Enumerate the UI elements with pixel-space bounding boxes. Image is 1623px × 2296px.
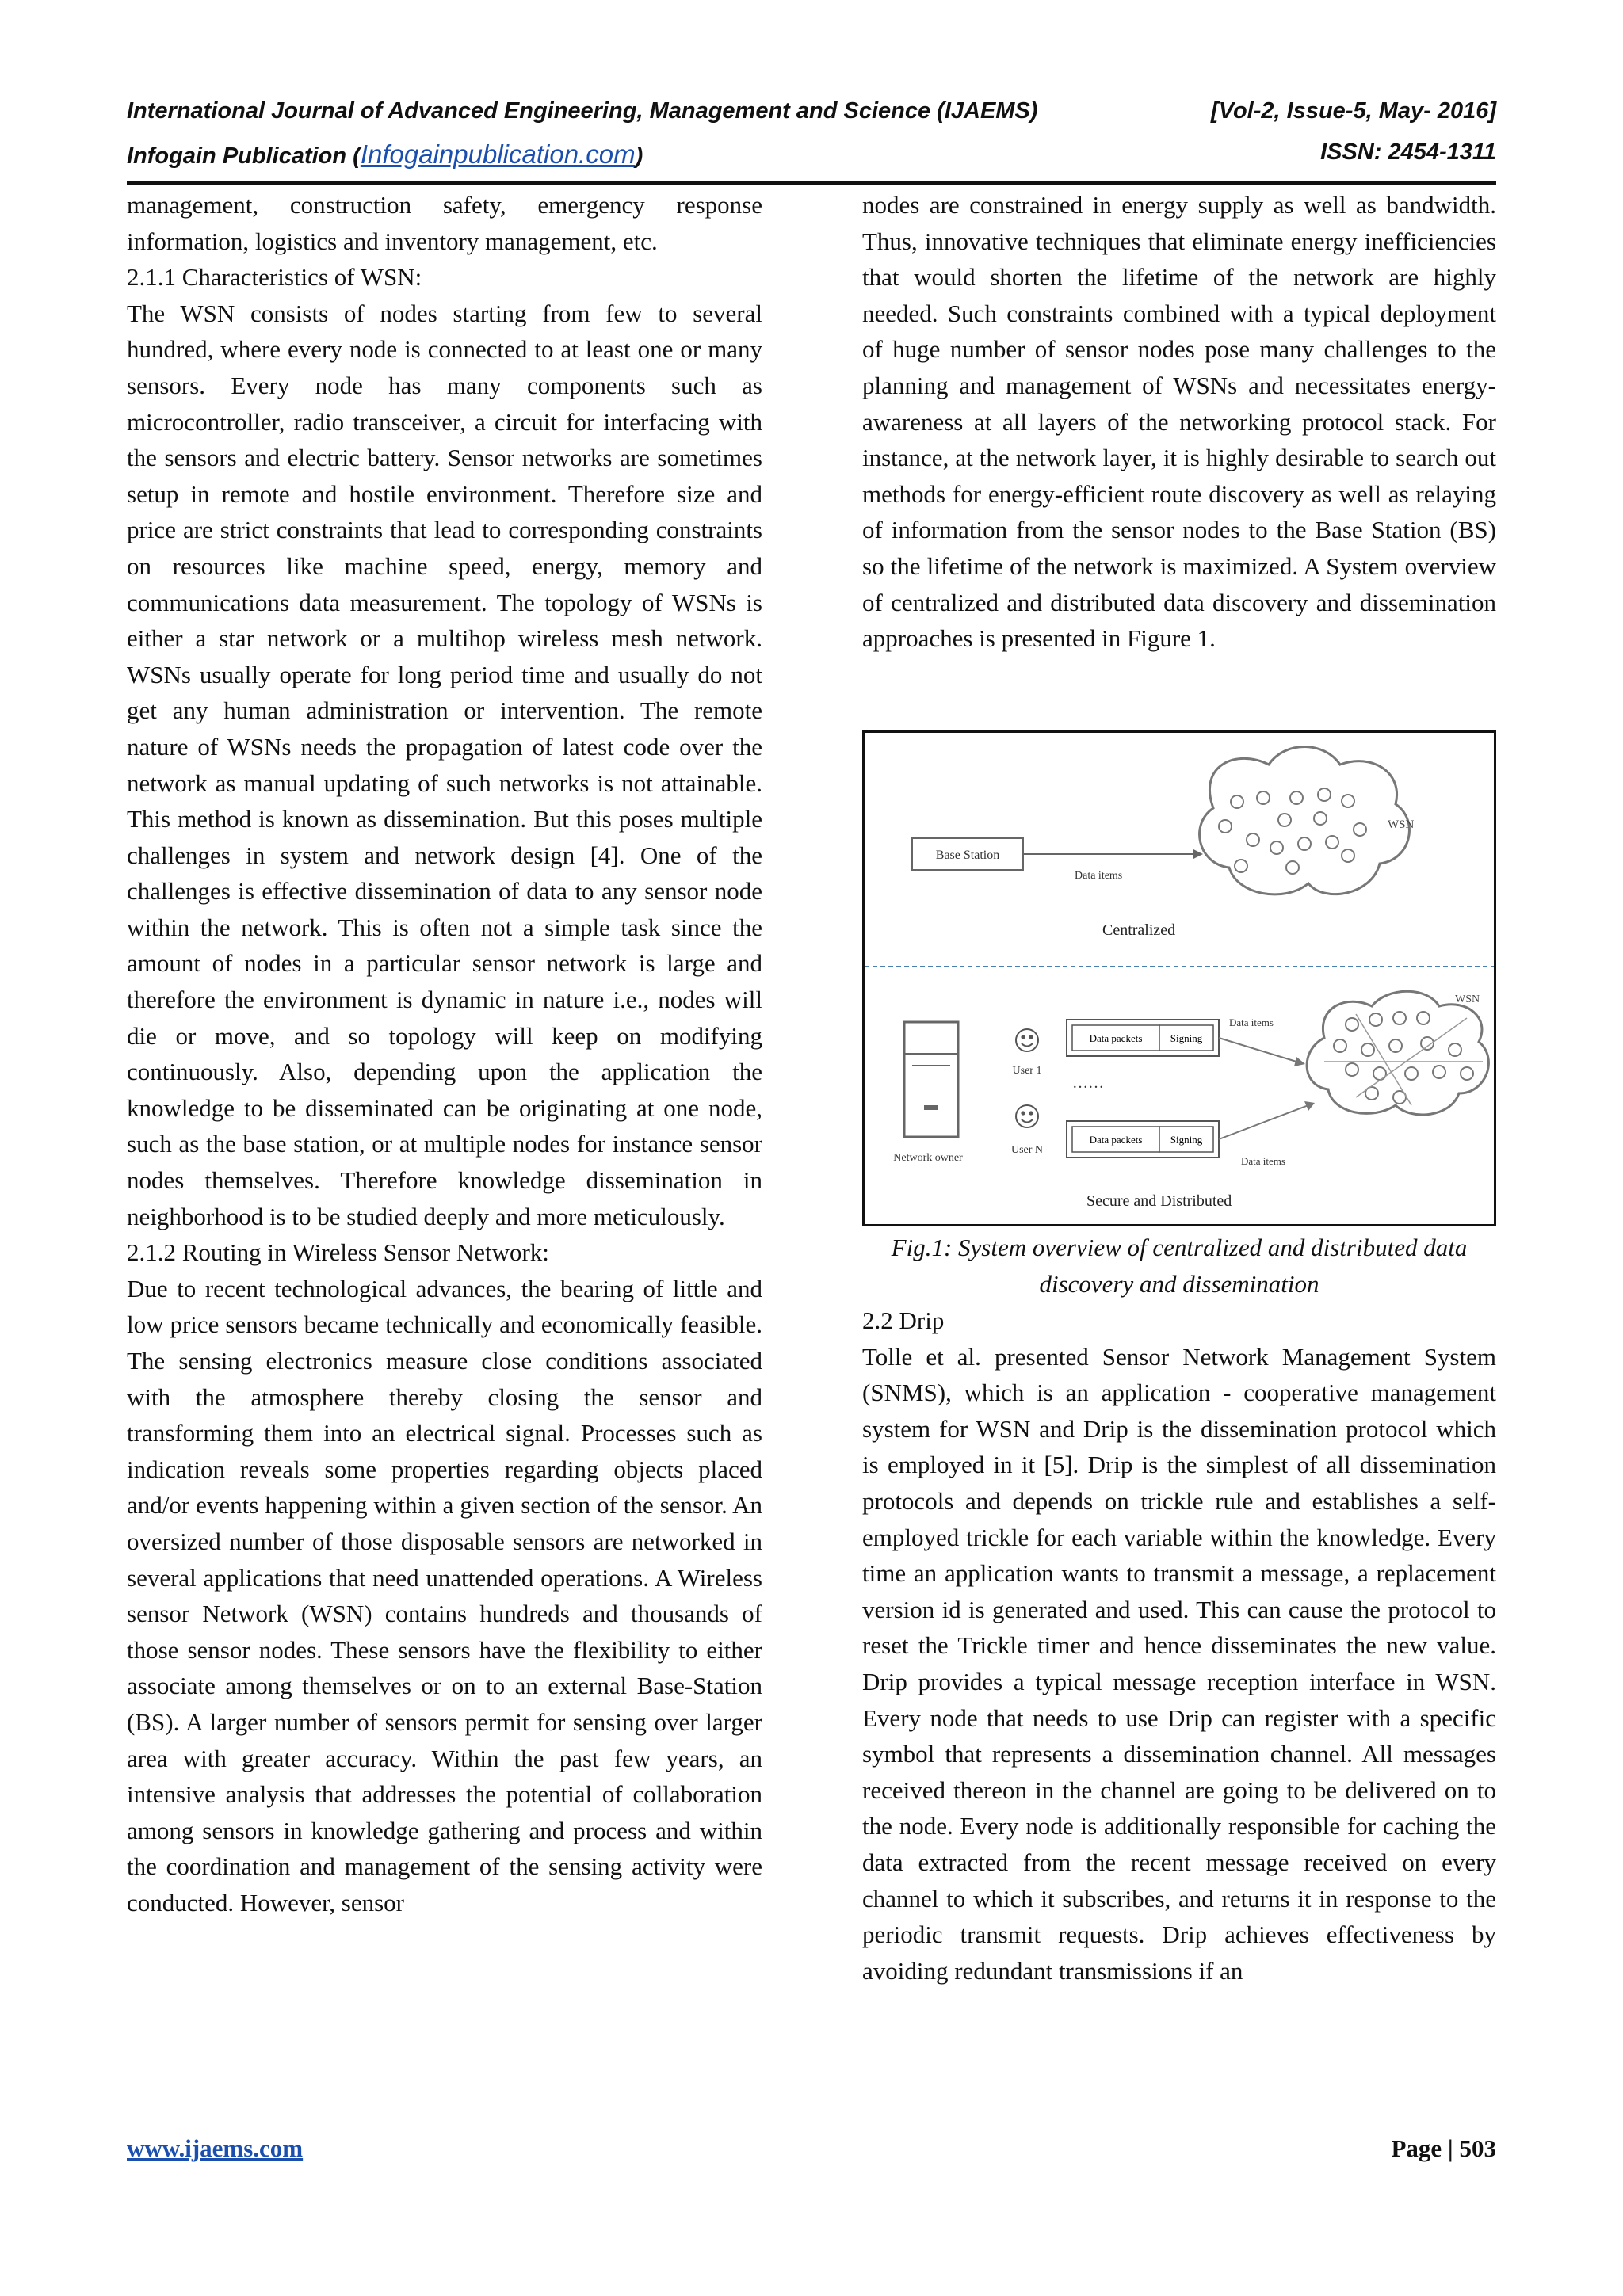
- data-items-label: Data items: [1075, 870, 1123, 882]
- paragraph: nodes are constrained in energy supply as well as bandwidth. Thus, innovative techniques that eliminate energy inefficiencies that would shorten the lifetime of the network are highly needed. Such constraints combined with a typical deployment of huge number of sensor nodes pose many challenges to the planning and management of WSNs and necessitates energy-awareness at all layers of the networking protocol stack. For instance, at the network layer, it is highly desirable to search out methods for energy-efficient route discovery as well as relaying of information from the sensor nodes to the Base Station (BS) so the lifetime of the network is maximized. A System overview of centralized and distributed data discovery and dissemination approaches is presented in Figure 1.: [862, 191, 1496, 653]
- journal-title: International Journal of Advanced Engineering, Management and Science (IJAEMS): [127, 98, 1038, 124]
- signing-label: Signing: [1170, 1032, 1203, 1044]
- right-column-top: [862, 187, 1496, 657]
- signing-label: Signing: [1170, 1134, 1203, 1146]
- userN-label: User N: [1010, 1144, 1044, 1156]
- paragraph: Tolle et al. presented Sensor Network Management System (SNMS), which is an application - cooperative management system for WSN and Drip is the dissemination protocol which is employed in it [5]. Drip is the simplest of all dissemination protocols and depends on trickle rule and establishes a self-employed trickle for each variable within the knowledge. Every time an application wants to transmit a message, a replacement version id is generated and used. This can cause the protocol to reset the Trickle timer and hence disseminates the new value. Drip provides a typical message reception interface in WSN. Every node that needs to use Drip can register with a specific symbol that represents a dissemination channel. All messages received thereon in the channel are going to be delivered on to the node. Every node is additionally responsible for caching the data extracted from the recent message received on every channel to which it subscribes, and returns it in response to the periodic transmit requests. Drip achieves effectiveness by avoiding redundant transmissions if an: [862, 1342, 1496, 1985]
- publisher-link[interactable]: Infogainpublication.com: [360, 139, 636, 169]
- paragraph: The WSN consists of nodes starting from few to several hundred, where every node is connected to at least one or many sensors. Every node has many components such as microcontroller, radio transceiver, a circuit for interfacing with the sensors and electric battery. Sensor networks are sometimes setup in remote and hostile environment. Therefore size and price are strict constraints that lead to corresponding constraints on resources like machine speed, energy, memory and communications data measurement. The topology of WSNs is either a star network or a multihop wireless mesh network. WSNs usually operate for long period time and usually do not get any human administration or intervention. The remote nature of WSNs needs the propagation of latest code over the network as manual updating of such networks is not attainable. This method is known as dissemination. But this poses multiple challenges in system and network design [4]. One of the challenges is effective dissemination of data to any sensor node within the network. This is often not a simple task since the amount of nodes in a particular sensor network is large and therefore the environment is dynamic in nature i.e., nodes will die or move, and so topology will keep on modifying continuously. Also, depending upon the application the knowledge to be disseminated can be originating at one node, such as the base station, or at multiple nodes for instance sensor nodes themselves. Therefore knowledge dissemination in neighborhood is to be studied deeply and more meticulously.: [127, 299, 762, 1230]
- user1-label: User 1: [1012, 1065, 1042, 1077]
- publisher-suffix: ): [635, 143, 643, 169]
- section-heading: 2.1.1 Characteristics of WSN:: [127, 263, 422, 292]
- secure-distributed-label: Secure and Distributed: [1086, 1192, 1232, 1210]
- data-items-label: Data items: [1229, 1016, 1274, 1028]
- system-overview-diagram: [865, 733, 1494, 1224]
- paragraph: management, construction safety, emergency response information, logistics and inventory management, etc.: [127, 191, 762, 255]
- running-header: [127, 98, 1496, 130]
- header-rule: [127, 181, 1496, 185]
- wsn-cloud: [1200, 747, 1410, 894]
- paragraph: Due to recent technological advances, the bearing of little and low price sensors became technically and economically feasible. The sensing electronics measure close conditions associated with the atmosphere thereby closing the sensor and transforming them into an electrical signal. Processes such as indication reveals some properties regarding objects placed and/or events happening within a given section of the sensor. An oversized number of those disposable sensors are networked in several applications that need unattended operations. A Wireless sensor Network (WSN) contains hundreds and thousands of those sensor nodes. These sensors have the flexibility to either associate among themselves or on to an external Base-Station (BS). A larger number of sensors permit for sensing over larger area with greater accuracy. Within the past few years, an intensive analysis that addresses the potential of collaboration among sensors in knowledge gathering and process and within the coordination and management of the sensing activity were conducted. However, sensor: [127, 1274, 762, 1917]
- server-icon: [904, 1022, 958, 1137]
- centralized-label: Centralized: [1102, 921, 1176, 939]
- data-packets-label: Data packets: [1089, 1134, 1143, 1146]
- left-column: [127, 187, 762, 1921]
- issn: ISSN: 2454-1311: [1320, 139, 1496, 165]
- publisher-line: [127, 139, 1496, 171]
- data-items-label: Data items: [1241, 1155, 1285, 1167]
- page-number: Page | 503: [1391, 2134, 1496, 2162]
- figure-1: [862, 730, 1496, 1226]
- network-owner-label: Network owner: [893, 1152, 963, 1164]
- publisher-prefix: Infogain Publication (: [127, 143, 361, 169]
- wsn-label: WSN: [1388, 818, 1415, 831]
- section-heading: 2.2 Drip: [862, 1306, 945, 1334]
- data-packets-label: Data packets: [1089, 1032, 1143, 1044]
- footer-url[interactable]: www.ijaems.com: [127, 2134, 304, 2162]
- section-heading: 2.1.2 Routing in Wireless Sensor Network:: [127, 1238, 549, 1267]
- base-station-label: Base Station: [935, 849, 1000, 862]
- wsn-label: WSN: [1455, 994, 1480, 1005]
- user1-icon: [1016, 1029, 1038, 1051]
- figure-caption: Fig.1: System overview of centralized and distributed data discovery and dissemination: [891, 1234, 1468, 1298]
- page-footer: [127, 2134, 1496, 2166]
- userN-icon: [1016, 1105, 1038, 1127]
- ellipsis: ……: [1072, 1074, 1104, 1092]
- arrow-head: [1193, 849, 1203, 859]
- volume-info: [Vol-2, Issue-5, May- 2016]: [1211, 98, 1496, 124]
- right-column-bottom: [862, 1302, 1496, 1989]
